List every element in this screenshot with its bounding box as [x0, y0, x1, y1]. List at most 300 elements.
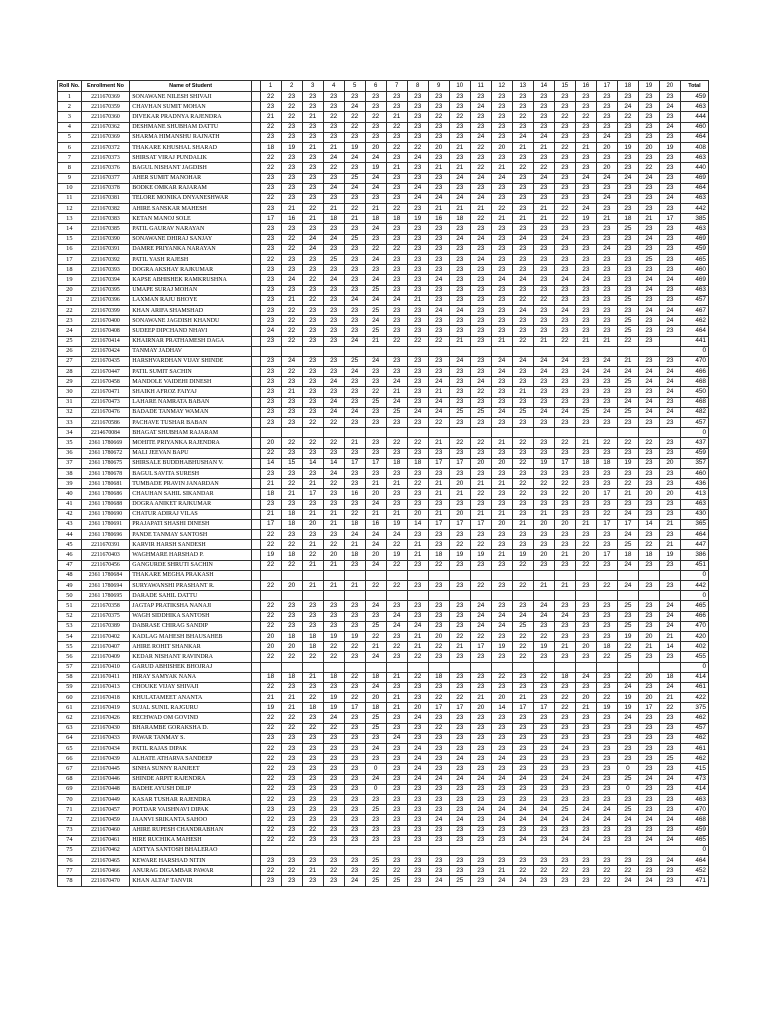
subject-20-score-cell: 24	[659, 275, 680, 285]
roll-no-cell: 47	[58, 560, 82, 570]
subject-20-score-cell: 25	[659, 754, 680, 764]
subject-19-score-cell: 24	[638, 285, 659, 295]
subject-8-score-cell	[407, 428, 428, 438]
subject-18-score-cell: 23	[617, 122, 638, 132]
subject-11-score-cell	[470, 845, 491, 855]
subject-20-score-cell: 18	[659, 672, 680, 682]
header-total: Total	[680, 81, 708, 92]
subject-7-score-cell: 23	[386, 367, 407, 377]
subject-6-score-cell: 23	[365, 377, 386, 387]
subject-17-score-cell: 22	[596, 438, 617, 448]
total-cell: 375	[680, 703, 708, 713]
subject-16-score-cell	[575, 662, 596, 672]
subject-4-score-cell: 19	[323, 703, 344, 713]
subject-15-score-cell: 23	[554, 122, 575, 132]
student-name-cell: CHOUKE VIJAY SHIVAJI	[130, 682, 252, 692]
subject-13-score-cell: 23	[512, 377, 533, 387]
subject-1-score-cell: 19	[260, 550, 281, 560]
subject-3-score-cell	[302, 662, 323, 672]
subject-6-score-cell: 25	[365, 856, 386, 866]
subject-8-score-cell: 23	[407, 305, 428, 315]
roll-no-cell: 69	[58, 784, 82, 794]
subject-20-score-cell: 24	[659, 367, 680, 377]
subject-5-score-cell: 23	[344, 285, 365, 295]
subject-11-score-cell: 23	[470, 265, 491, 275]
subject-20-score-cell: 21	[659, 540, 680, 550]
subject-12-score-cell: 23	[491, 560, 512, 570]
subject-6-score-cell: 24	[365, 295, 386, 305]
subject-19-score-cell: 23	[638, 754, 659, 764]
enrollment-no-cell: 2211670400	[81, 316, 130, 326]
subject-12-score-cell: 23	[491, 856, 512, 866]
subject-13-score-cell: 24	[512, 835, 533, 845]
subject-1-score-cell: 22	[260, 825, 281, 835]
table-row	[58, 509, 709, 519]
subject-16-score-cell: 23	[575, 499, 596, 509]
subject-17-score-cell	[596, 662, 617, 672]
subject-9-score-cell: 23	[428, 285, 449, 295]
subject-15-score-cell: 24	[554, 774, 575, 784]
subject-20-score-cell: 23	[659, 530, 680, 540]
subject-11-score-cell: 24	[470, 601, 491, 611]
subject-20-score-cell: 23	[659, 285, 680, 295]
subject-10-score-cell: 24	[449, 173, 470, 183]
subject-10-score-cell: 23	[449, 682, 470, 692]
subject-9-score-cell: 21	[428, 489, 449, 499]
table-row	[58, 723, 709, 733]
enrollment-no-cell: 2361 1780694	[81, 581, 130, 591]
subject-4-score-cell: 24	[323, 153, 344, 163]
subject-11-score-cell: 23	[470, 244, 491, 254]
subject-10-score-cell: 23	[449, 418, 470, 428]
subject-16-score-cell: 21	[575, 336, 596, 346]
spacer-cell	[251, 92, 260, 102]
subject-5-score-cell: 23	[344, 805, 365, 815]
subject-8-score-cell: 23	[407, 784, 428, 794]
subject-3-score-cell: 22	[302, 693, 323, 703]
subject-16-score-cell: 23	[575, 234, 596, 244]
subject-4-score-cell: 25	[323, 255, 344, 265]
subject-10-score-cell: 23	[449, 805, 470, 815]
subject-4-score-cell: 22	[323, 652, 344, 662]
subject-11-score-cell: 23	[470, 866, 491, 876]
subject-16-score-cell: 23	[575, 744, 596, 754]
subject-18-score-cell: 23	[617, 265, 638, 275]
enrollment-no-cell: 2361 1780675	[81, 458, 130, 468]
subject-15-score-cell: 23	[554, 509, 575, 519]
subject-19-score-cell: 18	[638, 550, 659, 560]
subject-6-score-cell: 20	[365, 693, 386, 703]
subject-7-score-cell: 24	[386, 611, 407, 621]
header-subject-5: 5	[344, 81, 365, 92]
subject-2-score-cell	[281, 346, 302, 356]
subject-19-score-cell: 23	[638, 387, 659, 397]
subject-16-score-cell	[575, 591, 596, 601]
subject-12-score-cell: 23	[491, 530, 512, 540]
spacer-cell	[251, 346, 260, 356]
subject-16-score-cell: 24	[575, 367, 596, 377]
subject-15-score-cell: 24	[554, 305, 575, 315]
enrollment-no-cell: 2211670449	[81, 794, 130, 804]
spacer-cell	[251, 275, 260, 285]
subject-17-score-cell: 23	[596, 204, 617, 214]
subject-19-score-cell: 23	[638, 825, 659, 835]
subject-7-score-cell: 23	[386, 856, 407, 866]
subject-1-score-cell: 23	[260, 295, 281, 305]
subject-6-score-cell: 25	[365, 805, 386, 815]
subject-9-score-cell: 24	[428, 774, 449, 784]
subject-6-score-cell: 20	[365, 489, 386, 499]
subject-6-score-cell: 24	[365, 316, 386, 326]
subject-20-score-cell: 23	[659, 581, 680, 591]
subject-17-score-cell: 23	[596, 499, 617, 509]
subject-17-score-cell: 22	[596, 876, 617, 886]
table-row	[58, 744, 709, 754]
subject-4-score-cell: 23	[323, 285, 344, 295]
spacer-cell	[251, 255, 260, 265]
subject-7-score-cell: 23	[386, 326, 407, 336]
subject-18-score-cell: 24	[617, 102, 638, 112]
subject-9-score-cell	[428, 662, 449, 672]
subject-5-score-cell: 24	[344, 183, 365, 193]
subject-6-score-cell: 23	[365, 825, 386, 835]
subject-8-score-cell: 23	[407, 835, 428, 845]
table-row	[58, 336, 709, 346]
subject-14-score-cell: 23	[533, 774, 554, 784]
subject-2-score-cell	[281, 428, 302, 438]
student-name-cell: BHAGAT SHUBHAM RAJARAM	[130, 428, 252, 438]
subject-3-score-cell: 22	[302, 550, 323, 560]
subject-2-score-cell: 23	[281, 876, 302, 886]
subject-4-score-cell: 23	[323, 173, 344, 183]
subject-4-score-cell: 22	[323, 418, 344, 428]
subject-2-score-cell: 22	[281, 438, 302, 448]
subject-2-score-cell: 22	[281, 835, 302, 845]
subject-11-score-cell: 23	[470, 652, 491, 662]
table-row	[58, 764, 709, 774]
subject-12-score-cell: 23	[491, 326, 512, 336]
subject-18-score-cell: 23	[617, 193, 638, 203]
subject-20-score-cell: 20	[659, 458, 680, 468]
total-cell: 452	[680, 866, 708, 876]
subject-19-score-cell: 23	[638, 733, 659, 743]
subject-17-score-cell: 23	[596, 825, 617, 835]
subject-14-score-cell: 23	[533, 265, 554, 275]
subject-9-score-cell: 23	[428, 856, 449, 866]
total-cell: 414	[680, 672, 708, 682]
subject-16-score-cell: 23	[575, 265, 596, 275]
subject-5-score-cell: 24	[344, 876, 365, 886]
subject-18-score-cell: 25	[617, 540, 638, 550]
subject-15-score-cell: 22	[554, 703, 575, 713]
subject-9-score-cell: 23	[428, 255, 449, 265]
subject-7-score-cell: 23	[386, 102, 407, 112]
subject-13-score-cell: 23	[512, 723, 533, 733]
subject-8-score-cell: 24	[407, 407, 428, 417]
subject-7-score-cell: 21	[386, 479, 407, 489]
subject-2-score-cell: 22	[281, 652, 302, 662]
table-row	[58, 713, 709, 723]
subject-6-score-cell: 22	[365, 631, 386, 641]
subject-20-score-cell: 23	[659, 356, 680, 366]
total-cell: 460	[680, 468, 708, 478]
spacer-cell	[251, 866, 260, 876]
subject-9-score-cell: 23	[428, 733, 449, 743]
subject-16-score-cell: 23	[575, 652, 596, 662]
subject-12-score-cell: 23	[491, 682, 512, 692]
enrollment-no-cell: 2211670358	[81, 601, 130, 611]
table-row	[58, 458, 709, 468]
subject-3-score-cell: 23	[302, 305, 323, 315]
subject-19-score-cell: 24	[638, 407, 659, 417]
student-name-cell: PAWAR TANMAY S.	[130, 733, 252, 743]
subject-20-score-cell: 23	[659, 234, 680, 244]
subject-18-score-cell: 25	[617, 326, 638, 336]
subject-8-score-cell: 23	[407, 132, 428, 142]
subject-15-score-cell: 22	[554, 214, 575, 224]
subject-7-score-cell: 23	[386, 805, 407, 815]
subject-12-score-cell: 21	[491, 336, 512, 346]
subject-12-score-cell: 24	[491, 611, 512, 621]
subject-14-score-cell: 24	[533, 407, 554, 417]
subject-6-score-cell	[365, 428, 386, 438]
subject-15-score-cell: 24	[554, 611, 575, 621]
subject-17-score-cell: 24	[596, 244, 617, 254]
subject-9-score-cell: 22	[428, 560, 449, 570]
subject-15-score-cell: 23	[554, 265, 575, 275]
table-row	[58, 550, 709, 560]
subject-13-score-cell: 23	[512, 204, 533, 214]
subject-9-score-cell: 24	[428, 397, 449, 407]
subject-16-score-cell: 21	[575, 438, 596, 448]
subject-7-score-cell: 23	[386, 682, 407, 692]
enrollment-no-cell: 2211670461	[81, 835, 130, 845]
subject-6-score-cell: 24	[365, 275, 386, 285]
subject-8-score-cell: 20	[407, 703, 428, 713]
subject-2-score-cell: 23	[281, 805, 302, 815]
subject-20-score-cell: 21	[659, 519, 680, 529]
spacer-cell	[251, 204, 260, 214]
subject-13-score-cell: 22	[512, 479, 533, 489]
subject-18-score-cell: 23	[617, 754, 638, 764]
subject-6-score-cell: 21	[365, 642, 386, 652]
subject-4-score-cell: 23	[323, 611, 344, 621]
total-cell: 463	[680, 193, 708, 203]
spacer-cell	[251, 509, 260, 519]
subject-5-score-cell: 23	[344, 825, 365, 835]
subject-12-score-cell: 21	[491, 479, 512, 489]
enrollment-no-cell: 2211670402	[81, 631, 130, 641]
subject-12-score-cell: 23	[491, 193, 512, 203]
subject-9-score-cell: 23	[428, 132, 449, 142]
roll-no-cell: 64	[58, 733, 82, 743]
subject-15-score-cell: 23	[554, 244, 575, 254]
roll-no-cell: 59	[58, 682, 82, 692]
subject-6-score-cell: 20	[365, 550, 386, 560]
student-name-cell: ALHATE ATHARVA SANDEEP	[130, 754, 252, 764]
subject-15-score-cell: 23	[554, 560, 575, 570]
subject-14-score-cell: 23	[533, 285, 554, 295]
subject-18-score-cell: 24	[617, 581, 638, 591]
subject-19-score-cell: 23	[638, 316, 659, 326]
student-name-cell: AHIRE ROHIT SHANKAR	[130, 642, 252, 652]
student-name-cell: WAGHMARE HARSHAD P.	[130, 550, 252, 560]
subject-14-score-cell: 23	[533, 876, 554, 886]
subject-13-score-cell: 23	[512, 102, 533, 112]
subject-7-score-cell: 23	[386, 652, 407, 662]
subject-20-score-cell: 23	[659, 560, 680, 570]
student-name-cell: KHAN ARIFA SHAMSHAD	[130, 305, 252, 315]
subject-14-score-cell: 23	[533, 397, 554, 407]
subject-18-score-cell: 24	[617, 815, 638, 825]
subject-5-score-cell: 24	[344, 336, 365, 346]
subject-6-score-cell: 23	[365, 815, 386, 825]
subject-1-score-cell: 23	[260, 856, 281, 866]
subject-8-score-cell: 23	[407, 560, 428, 570]
subject-15-score-cell: 23	[554, 326, 575, 336]
subject-10-score-cell: 25	[449, 407, 470, 417]
roll-no-cell: 17	[58, 255, 82, 265]
subject-19-score-cell: 23	[638, 244, 659, 254]
roll-no-cell: 24	[58, 326, 82, 336]
subject-12-score-cell: 23	[491, 835, 512, 845]
table-row	[58, 234, 709, 244]
subject-11-score-cell: 23	[470, 468, 491, 478]
subject-19-score-cell: 23	[638, 183, 659, 193]
subject-14-score-cell: 23	[533, 122, 554, 132]
subject-16-score-cell	[575, 346, 596, 356]
total-cell: 471	[680, 876, 708, 886]
enrollment-no-cell: 2361 1780696	[81, 530, 130, 540]
subject-8-score-cell: 24	[407, 713, 428, 723]
total-cell: 457	[680, 418, 708, 428]
student-name-cell: SONAWANE DHIRAJ SANJAY	[130, 234, 252, 244]
subject-8-score-cell: 23	[407, 265, 428, 275]
subject-7-score-cell: 23	[386, 744, 407, 754]
subject-16-score-cell: 23	[575, 631, 596, 641]
subject-19-score-cell: 24	[638, 377, 659, 387]
subject-14-score-cell: 23	[533, 784, 554, 794]
subject-18-score-cell: 25	[617, 295, 638, 305]
subject-18-score-cell: 24	[617, 682, 638, 692]
enrollment-no-cell: 2211670456	[81, 560, 130, 570]
roll-no-cell: 41	[58, 499, 82, 509]
subject-8-score-cell: 23	[407, 316, 428, 326]
subject-10-score-cell: 23	[449, 764, 470, 774]
subject-16-score-cell: 23	[575, 193, 596, 203]
table-row	[58, 244, 709, 254]
table-row	[58, 601, 709, 611]
subject-10-score-cell: 23	[449, 744, 470, 754]
subject-2-score-cell: 23	[281, 601, 302, 611]
subject-14-score-cell	[533, 428, 554, 438]
subject-2-score-cell	[281, 591, 302, 601]
subject-5-score-cell	[344, 346, 365, 356]
subject-14-score-cell: 21	[533, 336, 554, 346]
subject-3-score-cell: 23	[302, 265, 323, 275]
subject-20-score-cell: 23	[659, 295, 680, 305]
subject-18-score-cell	[617, 662, 638, 672]
subject-6-score-cell: 23	[365, 448, 386, 458]
subject-3-score-cell: 23	[302, 316, 323, 326]
subject-8-score-cell: 23	[407, 102, 428, 112]
subject-11-score-cell: 25	[470, 407, 491, 417]
subject-3-score-cell: 21	[302, 540, 323, 550]
subject-2-score-cell: 22	[281, 305, 302, 315]
subject-20-score-cell	[659, 570, 680, 580]
subject-19-score-cell: 24	[638, 774, 659, 784]
subject-14-score-cell: 23	[533, 560, 554, 570]
subject-15-score-cell: 22	[554, 479, 575, 489]
subject-9-score-cell: 23	[428, 713, 449, 723]
roll-no-cell: 26	[58, 346, 82, 356]
subject-11-score-cell: 23	[470, 713, 491, 723]
spacer-cell	[251, 305, 260, 315]
subject-20-score-cell: 23	[659, 265, 680, 275]
subject-2-score-cell: 15	[281, 458, 302, 468]
subject-12-score-cell: 24	[491, 173, 512, 183]
subject-18-score-cell: 23	[617, 132, 638, 142]
subject-3-score-cell: 23	[302, 224, 323, 234]
subject-15-score-cell: 23	[554, 713, 575, 723]
subject-13-score-cell	[512, 845, 533, 855]
student-name-cell: THAKARE MEGHA PRAKASH	[130, 570, 252, 580]
subject-5-score-cell: 22	[344, 693, 365, 703]
subject-8-score-cell: 23	[407, 377, 428, 387]
subject-9-score-cell: 23	[428, 601, 449, 611]
subject-2-score-cell: 22	[281, 326, 302, 336]
subject-18-score-cell: 0	[617, 764, 638, 774]
subject-11-score-cell: 23	[470, 122, 491, 132]
subject-19-score-cell: 24	[638, 876, 659, 886]
subject-17-score-cell: 23	[596, 102, 617, 112]
subject-5-score-cell: 25	[344, 173, 365, 183]
subject-12-score-cell: 24	[491, 815, 512, 825]
enrollment-no-cell: 2211670458	[81, 377, 130, 387]
subject-9-score-cell: 24	[428, 193, 449, 203]
subject-16-score-cell: 23	[575, 397, 596, 407]
subject-11-score-cell: 21	[470, 204, 491, 214]
roll-no-cell: 74	[58, 835, 82, 845]
subject-7-score-cell: 23	[386, 255, 407, 265]
subject-3-score-cell: 23	[302, 764, 323, 774]
subject-1-score-cell: 22	[260, 560, 281, 570]
table-row	[58, 652, 709, 662]
subject-6-score-cell: 24	[365, 499, 386, 509]
student-name-cell: THAKARE KHUSHAL SHARAD	[130, 142, 252, 152]
subject-7-score-cell: 23	[386, 265, 407, 275]
subject-14-score-cell: 23	[533, 733, 554, 743]
subject-14-score-cell: 23	[533, 713, 554, 723]
subject-15-score-cell	[554, 662, 575, 672]
table-row	[58, 255, 709, 265]
spacer-cell	[251, 265, 260, 275]
total-cell: 468	[680, 397, 708, 407]
subject-5-score-cell: 23	[344, 560, 365, 570]
table-row	[58, 193, 709, 203]
subject-8-score-cell: 23	[407, 489, 428, 499]
subject-8-score-cell	[407, 591, 428, 601]
subject-10-score-cell: 23	[449, 835, 470, 845]
subject-10-score-cell: 24	[449, 193, 470, 203]
subject-5-score-cell: 23	[344, 611, 365, 621]
subject-19-score-cell: 20	[638, 672, 659, 682]
subject-7-score-cell: 23	[386, 173, 407, 183]
subject-16-score-cell: 23	[575, 682, 596, 692]
subject-3-score-cell: 17	[302, 489, 323, 499]
subject-13-score-cell: 22	[512, 642, 533, 652]
subject-11-score-cell: 23	[470, 92, 491, 102]
